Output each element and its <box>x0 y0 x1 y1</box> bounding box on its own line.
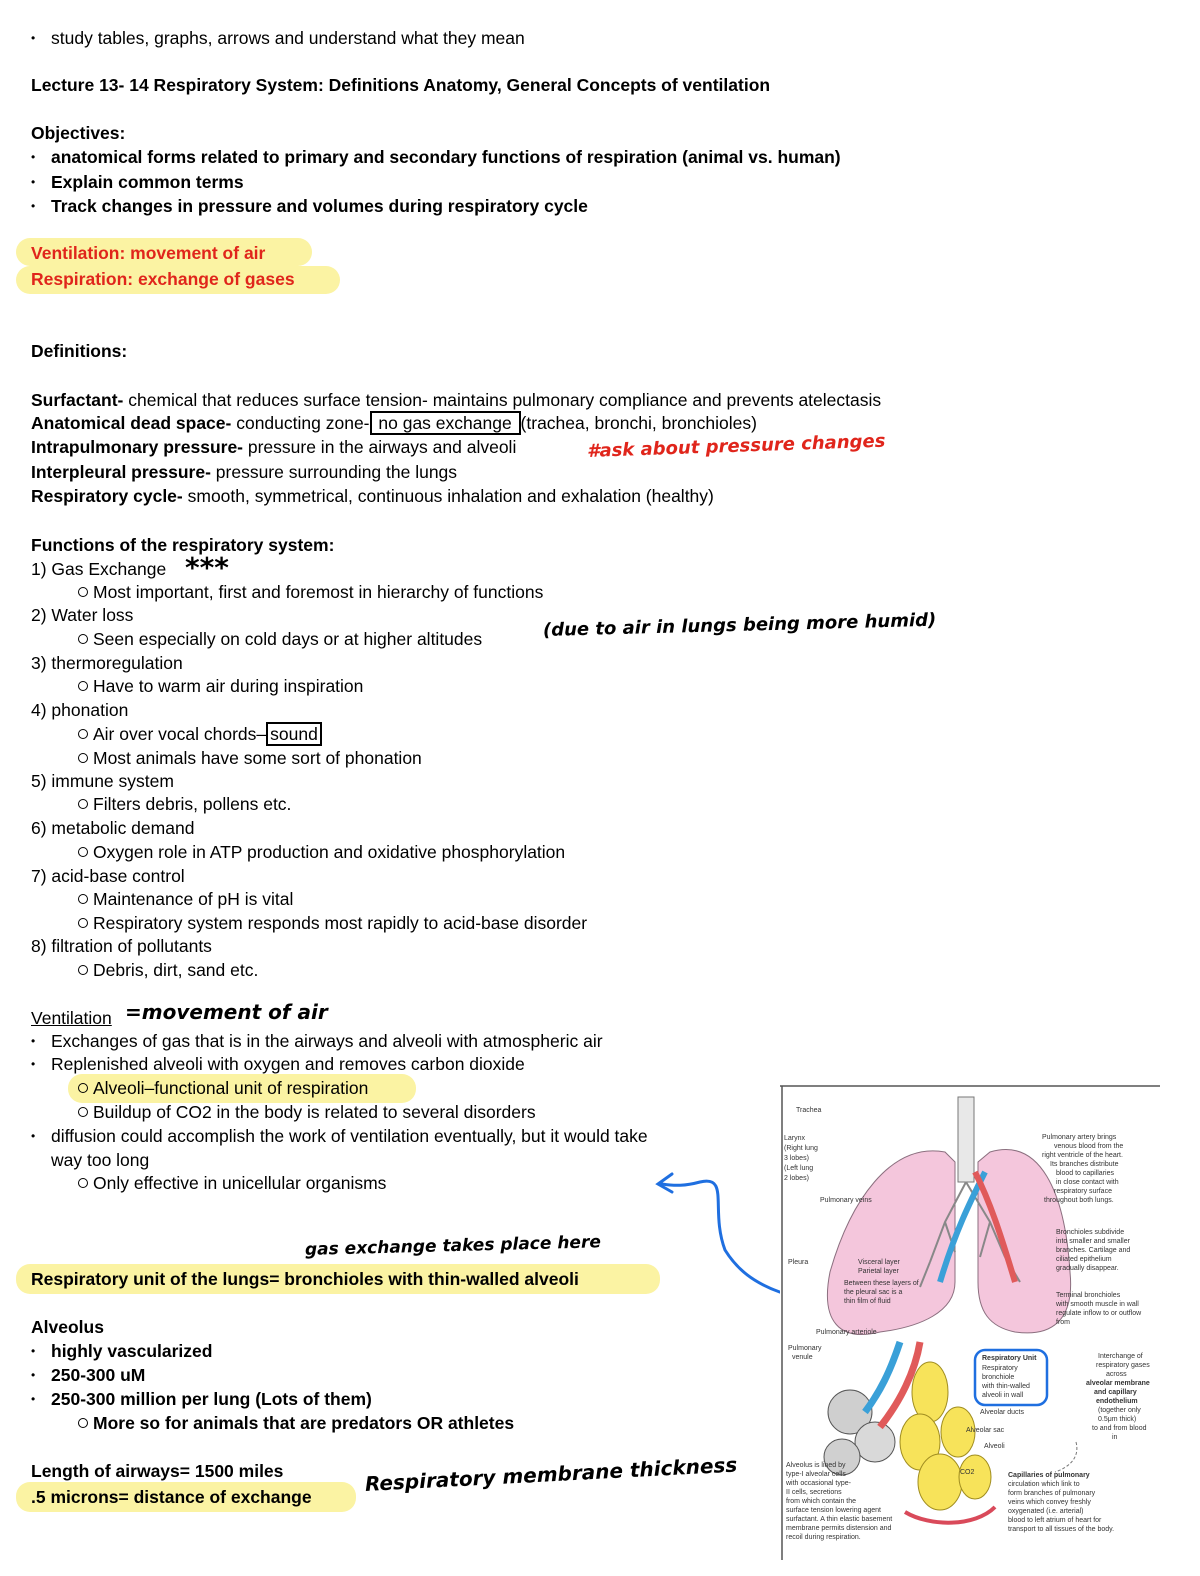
svg-text:Alveoli: Alveoli <box>984 1443 1005 1450</box>
function-label: 2) Water loss <box>31 605 134 625</box>
svg-text:transport to all tissues of th: transport to all tissues of the body. <box>1008 1526 1115 1533</box>
svg-text:Parietal layer: Parietal layer <box>858 1268 899 1275</box>
function-sub: Debris, dirt, sand etc. <box>78 959 258 981</box>
handwritten-humid-note: (due to air in lungs being more humid) <box>542 609 937 641</box>
svg-text:2 lobes): 2 lobes) <box>784 1175 809 1182</box>
svg-text:Respiratory: Respiratory <box>982 1365 1018 1372</box>
function-sub: Most animals have some sort of phonation <box>78 747 422 769</box>
svg-text:thin film of fluid: thin film of fluid <box>844 1298 891 1305</box>
svg-text:CO2: CO2 <box>960 1469 975 1476</box>
ventilation-highlight: Ventilation: movement of air <box>31 243 266 263</box>
svg-text:Alveolus is lined by: Alveolus is lined by <box>786 1462 846 1469</box>
svg-text:Pulmonary artery brings: Pulmonary artery brings <box>1042 1134 1117 1141</box>
svg-text:3 lobes): 3 lobes) <box>784 1155 809 1162</box>
svg-text:gradually disappear.: gradually disappear. <box>1056 1265 1119 1272</box>
ventilation-sub: Only effective in unicellular organisms <box>78 1172 386 1194</box>
svg-text:across: across <box>1106 1371 1127 1378</box>
ventilation-sub: Alveoli–functional unit of respiration <box>78 1077 368 1099</box>
svg-text:with thin-walled: with thin-walled <box>982 1383 1030 1390</box>
intro-bullet: study tables, graphs, arrows and understand what they mean <box>51 28 525 48</box>
definition-intrapulmonary: Intrapulmonary pressure- pressure in the airways and alveoli <box>31 437 517 457</box>
handwritten-membrane-note: Respiratory membrane thickness <box>364 1452 738 1496</box>
function-sub: Maintenance of pH is vital <box>78 888 293 910</box>
respiratory-anatomy-figure <box>780 1082 1160 1562</box>
svg-text:Visceral layer: Visceral layer <box>858 1259 900 1266</box>
respiration-highlight: Respiration: exchange of gases <box>31 269 295 289</box>
ventilation-heading: Ventilation <box>31 1008 112 1028</box>
svg-text:throughout both lungs.: throughout both lungs. <box>1044 1197 1114 1204</box>
svg-text:Alveolar ducts: Alveolar ducts <box>980 1409 1024 1416</box>
svg-text:veins which convey freshly: veins which convey freshly <box>1008 1499 1091 1506</box>
objective-item: anatomical forms related to primary and secondary functions of respiration (animal vs. human) <box>51 147 841 167</box>
svg-text:from: from <box>1056 1319 1070 1326</box>
function-label: 7) acid-base control <box>31 866 185 886</box>
svg-text:Pleura: Pleura <box>788 1259 809 1266</box>
svg-text:Pulmonary veins: Pulmonary veins <box>820 1197 872 1204</box>
objective-item: Track changes in pressure and volumes during respiratory cycle <box>51 196 588 216</box>
svg-text:right ventricle of the heart.: right ventricle of the heart. <box>1042 1152 1123 1159</box>
svg-text:surfactant. A thin elastic bas: surfactant. A thin elastic basement <box>786 1516 893 1523</box>
function-label: 1) Gas Exchange <box>31 559 167 579</box>
svg-text:(Left lung: (Left lung <box>784 1165 814 1172</box>
svg-text:form branches of pulmonary: form branches of pulmonary <box>1008 1490 1096 1497</box>
function-sub: Oxygen role in ATP production and oxidative phosphorylation <box>78 841 565 863</box>
svg-text:Pulmonary: Pulmonary <box>788 1345 822 1352</box>
handwritten-pressure-note: #ask about pressure changes <box>586 430 886 462</box>
svg-text:blood to capillaries: blood to capillaries <box>1056 1170 1114 1177</box>
definition-surfactant: Surfactant- chemical that reduces surface tension- maintains pulmonary compliance and prevents atelectasis <box>31 390 882 410</box>
functions-heading: Functions of the respiratory system: <box>31 535 335 555</box>
svg-text:respiratory surface: respiratory surface <box>1054 1188 1112 1195</box>
definition-dead-space: Anatomical dead space- conducting zone- no gas exchange (trachea, bronchi, bronchioles) <box>31 413 757 433</box>
svg-text:Alveolar sac: Alveolar sac <box>966 1427 1005 1434</box>
trachea <box>958 1097 974 1182</box>
svg-text:alveolar membrane: alveolar membrane <box>1086 1380 1150 1387</box>
alveolus-bullet: 250-300 uM <box>51 1365 146 1385</box>
svg-text:venule: venule <box>792 1354 813 1361</box>
svg-text:circulation which link to: circulation which link to <box>1008 1481 1080 1488</box>
function-label: 4) phonation <box>31 700 129 720</box>
svg-text:oxygenated (i.e. arterial): oxygenated (i.e. arterial) <box>1008 1508 1084 1515</box>
svg-text:II cells, secretions: II cells, secretions <box>786 1489 842 1496</box>
svg-text:Between these layers of: Between these layers of <box>844 1280 919 1287</box>
ventilation-bullet-cont: way too long <box>51 1150 150 1170</box>
ventilation-sub: Buildup of CO2 in the body is related to several disorders <box>78 1101 536 1123</box>
svg-text:branches. Cartilage and: branches. Cartilage and <box>1056 1247 1131 1254</box>
alveolus-bullet: 250-300 million per lung (Lots of them) <box>51 1389 372 1409</box>
alveolus-bullet: highly vascularized <box>51 1341 213 1361</box>
svg-text:Pulmonary arteriole: Pulmonary arteriole <box>816 1329 877 1336</box>
objectives-heading: Objectives: <box>31 123 126 143</box>
lecture-title: Lecture 13- 14 Respiratory System: Definitions Anatomy, General Concepts of ventilation <box>31 75 771 95</box>
function-label: 5) immune system <box>31 771 174 791</box>
svg-text:and capillary: and capillary <box>1094 1389 1137 1396</box>
bullet-dot: • <box>31 31 36 45</box>
svg-text:in: in <box>1112 1434 1118 1441</box>
svg-text:respiratory gases: respiratory gases <box>1096 1362 1150 1369</box>
svg-text:Larynx: Larynx <box>784 1135 806 1142</box>
definition-respiratory-cycle: Respiratory cycle- smooth, symmetrical, continuous inhalation and exhalation (healthy) <box>31 486 714 506</box>
svg-text:Terminal bronchioles: Terminal bronchioles <box>1056 1292 1121 1299</box>
alveolus-sub: More so for animals that are predators OR athletes <box>78 1412 514 1434</box>
svg-text:in close contact with: in close contact with <box>1056 1179 1119 1186</box>
svg-text:(together only: (together only <box>1098 1407 1141 1414</box>
svg-text:regulate inflow to or outflow: regulate inflow to or outflow <box>1056 1310 1142 1317</box>
boxed-text: sound <box>266 722 322 746</box>
svg-text:type-I alveolar cells: type-I alveolar cells <box>786 1471 846 1478</box>
function-sub: Air over vocal chords– sound <box>78 723 322 745</box>
svg-text:with occasional type-: with occasional type- <box>786 1480 851 1487</box>
airways-length: Length of airways= 1500 miles <box>31 1461 284 1481</box>
handwritten-movement-note: =movement of air <box>125 1000 328 1024</box>
exchange-distance: .5 microns= distance of exchange <box>31 1487 312 1507</box>
definition-interpleural: Interpleural pressure- pressure surrounding the lungs <box>31 462 458 482</box>
function-sub: Seen especially on cold days or at higher altitudes <box>78 628 482 650</box>
handwritten-stars: *** <box>185 551 229 584</box>
svg-text:Interchange of: Interchange of <box>1098 1353 1143 1360</box>
function-sub: Most important, first and foremost in hierarchy of functions <box>78 581 543 603</box>
svg-text:into smaller and smaller: into smaller and smaller <box>1056 1238 1130 1245</box>
svg-text:from which contain the: from which contain the <box>786 1498 857 1505</box>
svg-text:(Right lung: (Right lung <box>784 1145 818 1152</box>
svg-text:0.5μm thick): 0.5μm thick) <box>1098 1416 1137 1423</box>
svg-text:Capillaries of pulmonary: Capillaries of pulmonary <box>1008 1472 1090 1479</box>
boxed-text: no gas exchange <box>370 411 521 435</box>
respiratory-unit: Respiratory unit of the lungs= bronchioles with thin-walled alveoli <box>31 1269 579 1289</box>
ventilation-bullet: Exchanges of gas that is in the airways and alveoli with atmospheric air <box>51 1031 603 1051</box>
ventilation-bullet: diffusion could accomplish the work of ventilation eventually, but it would take <box>51 1126 648 1146</box>
svg-text:the pleural sac is a: the pleural sac is a <box>844 1289 903 1296</box>
svg-text:alveoli in wall: alveoli in wall <box>982 1392 1024 1399</box>
function-sub: Respiratory system responds most rapidly to acid-base disorder <box>78 912 587 934</box>
definitions-heading: Definitions: <box>31 341 128 361</box>
function-sub: Filters debris, pollens etc. <box>78 793 291 815</box>
svg-text:blood to left atrium of heart: blood to left atrium of heart for <box>1008 1517 1102 1524</box>
svg-text:Respiratory Unit: Respiratory Unit <box>982 1355 1037 1362</box>
svg-text:Its branches distribute: Its branches distribute <box>1050 1161 1119 1168</box>
svg-text:endothelium: endothelium <box>1096 1398 1138 1405</box>
svg-text:Trachea: Trachea <box>796 1107 822 1114</box>
svg-text:bronchiole: bronchiole <box>982 1374 1015 1381</box>
svg-text:to and from blood: to and from blood <box>1092 1425 1147 1432</box>
function-label: 6) metabolic demand <box>31 818 195 838</box>
function-label: 8) filtration of pollutants <box>31 936 212 956</box>
svg-text:surface tension lowering agent: surface tension lowering agent <box>786 1507 881 1514</box>
svg-text:Bronchioles subdivide: Bronchioles subdivide <box>1056 1229 1125 1236</box>
ventilation-bullet: Replenished alveoli with oxygen and removes carbon dioxide <box>51 1054 525 1074</box>
function-label: 3) thermoregulation <box>31 653 183 673</box>
objective-item: Explain common terms <box>51 172 244 192</box>
svg-text:recoil during respiration.: recoil during respiration. <box>786 1534 861 1541</box>
handwritten-gas-exchange-note: gas exchange takes place here <box>304 1232 602 1260</box>
svg-text:with smooth muscle in wall: with smooth muscle in wall <box>1056 1301 1139 1308</box>
svg-text:membrane permits distension an: membrane permits distension and <box>786 1525 892 1532</box>
svg-text:venous blood from the: venous blood from the <box>1054 1143 1124 1150</box>
alveolus-heading: Alveolus <box>31 1317 104 1337</box>
svg-text:ciliated epithelium: ciliated epithelium <box>1056 1256 1112 1263</box>
function-sub: Have to warm air during inspiration <box>78 675 363 697</box>
